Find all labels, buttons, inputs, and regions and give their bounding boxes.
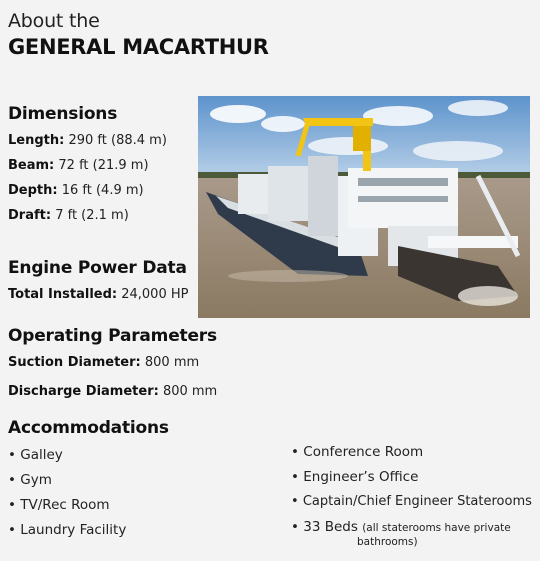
dredge-vessel-photo: [198, 96, 530, 318]
list-item: • Captain/Chief Engineer Staterooms: [291, 494, 532, 509]
row-value: 24,000 HP: [121, 287, 189, 302]
row-label: Discharge Diameter:: [8, 384, 159, 399]
row-value: 16 ft (4.9 m): [61, 183, 144, 198]
row-label: Depth:: [8, 183, 58, 198]
dimension-row-draft: [8, 208, 129, 223]
row-value: 800 mm: [162, 384, 218, 399]
row-value: 7 ft (2.1 m): [55, 208, 129, 223]
header-kicker: About the: [8, 10, 100, 32]
row-value: 72 ft (21.9 m): [58, 158, 149, 173]
list-item: • Laundry Facility: [8, 522, 127, 538]
list-item: • TV/Rec Room: [8, 497, 110, 513]
dimension-row-depth: [8, 183, 144, 198]
beds-note: (all staterooms have private: [362, 522, 511, 534]
list-item: • Conference Room: [291, 444, 424, 460]
operating-row-suction: [8, 355, 199, 370]
list-item: • 33 Beds (all staterooms have private: [291, 519, 511, 535]
dimension-row-length: [8, 133, 167, 148]
list-item: • Engineer’s Office: [291, 469, 419, 485]
list-item: • Gym: [8, 472, 52, 488]
operating-row-discharge: [8, 384, 217, 399]
row-value: 800 mm: [144, 355, 200, 370]
photo-illustration: [198, 96, 530, 318]
operating-heading: Operating Parameters: [8, 326, 217, 346]
row-label: Beam:: [8, 158, 55, 173]
engine-heading: Engine Power Data: [8, 258, 187, 278]
row-value: 290 ft (88.4 m): [68, 133, 167, 148]
accommodations-heading: Accommodations: [8, 418, 169, 438]
list-item: • Galley: [8, 447, 63, 463]
row-label: Suction Diameter:: [8, 355, 141, 370]
beds-note-continued: bathrooms): [357, 536, 418, 548]
dimension-row-beam: [8, 158, 149, 173]
engine-row-total: [8, 287, 188, 302]
page-title: GENERAL MACARTHUR: [8, 35, 269, 59]
dimensions-heading: Dimensions: [8, 104, 118, 124]
row-label: Draft:: [8, 208, 52, 223]
row-label: Length:: [8, 133, 65, 148]
row-label: Total Installed:: [8, 287, 118, 302]
